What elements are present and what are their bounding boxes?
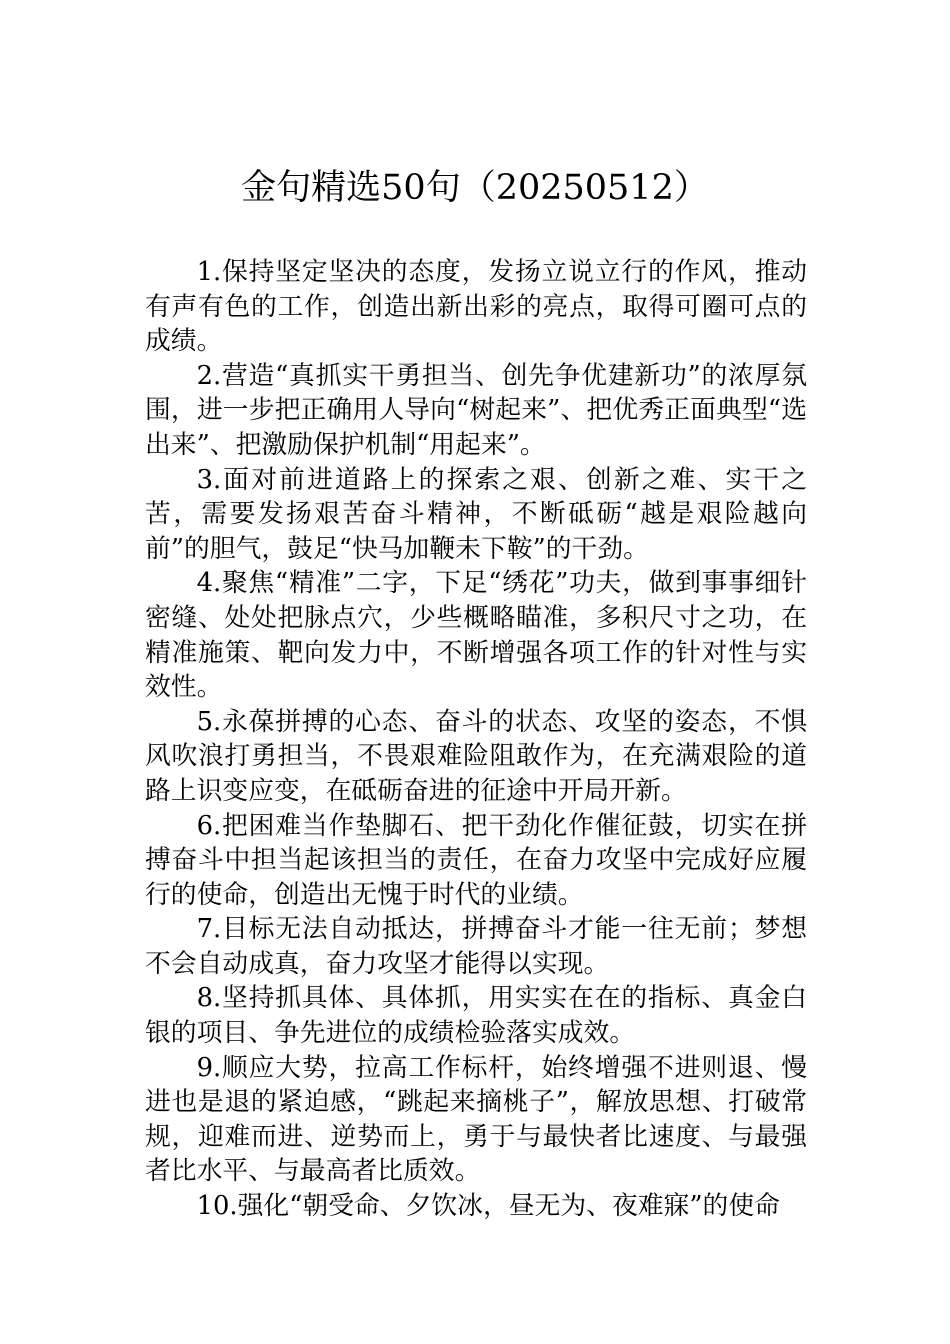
paragraph-6: 6.把困难当作垫脚石、把干劲化作催征鼓，切实在拼搏奋斗中担当起该担当的责任，在奋力攻坚中完成好应履行的使命，创造出无愧于时代的业绩。 [145,810,807,910]
paragraph-7: 7.目标无法自动抵达，拼搏奋斗才能一往无前；梦想不会自动成真，奋力攻坚才能得以实现。 [145,914,807,979]
document-title: 金句精选50句（20250512） [241,168,709,208]
paragraph-8: 8.坚持抓具体、具体抓，用实实在在的指标、真金白银的项目、争先进位的成绩检验落实成效。 [145,983,807,1049]
paragraph-3: 3.面对前进道路上的探索之艰、创新之难、实干之苦，需要发扬艰苦奋斗精神，不断砥砺“越是艰险越向前”的胆气，鼓足“快马加鞭未下鞍”的干劲。 [145,464,807,564]
document-body [145,255,807,1224]
paragraph-4: 4.聚焦“精准”二字，下足“绣花”功夫，做到事事细针密缝、处处把脉点穴，少些概略瞄准，多积尺寸之功，在精准施策、靶向发力中，不断增强各项工作的针对性与实效性。 [145,568,807,703]
paragraph-9: 9.顺应大势，拉高工作标杆，始终增强不进则退、慢进也是退的紧迫感，“跳起来摘桃子”，解放思想、打破常规，迎难而进、逆势而上，勇于与最快者比速度、与最强者比水平、与最高者比质效。 [145,1052,807,1187]
paragraph-5: 5.永葆拼搏的心态、奋斗的状态、攻坚的姿态，不惧风吹浪打勇担当，不畏艰难险阻敢作为，在充满艰险的道路上识变应变，在砥砺奋进的征途中开局开新。 [145,706,807,806]
paragraph-1: 1.保持坚定坚决的态度，发扬立说立行的作风，推动有声有色的工作，创造出新出彩的亮点，取得可圈可点的成绩。 [145,257,807,357]
paragraph-10: 10.强化“朝受命、夕饮冰，昼无为、夜难寐”的使命 [196,1191,780,1222]
paragraph-2: 2.营造“真抓实干勇担当、创先争优建新功”的浓厚氛围，进一步把正确用人导向“树起来”、把优秀正面典型“选出来”、把激励保护机制“用起来”。 [145,360,807,460]
